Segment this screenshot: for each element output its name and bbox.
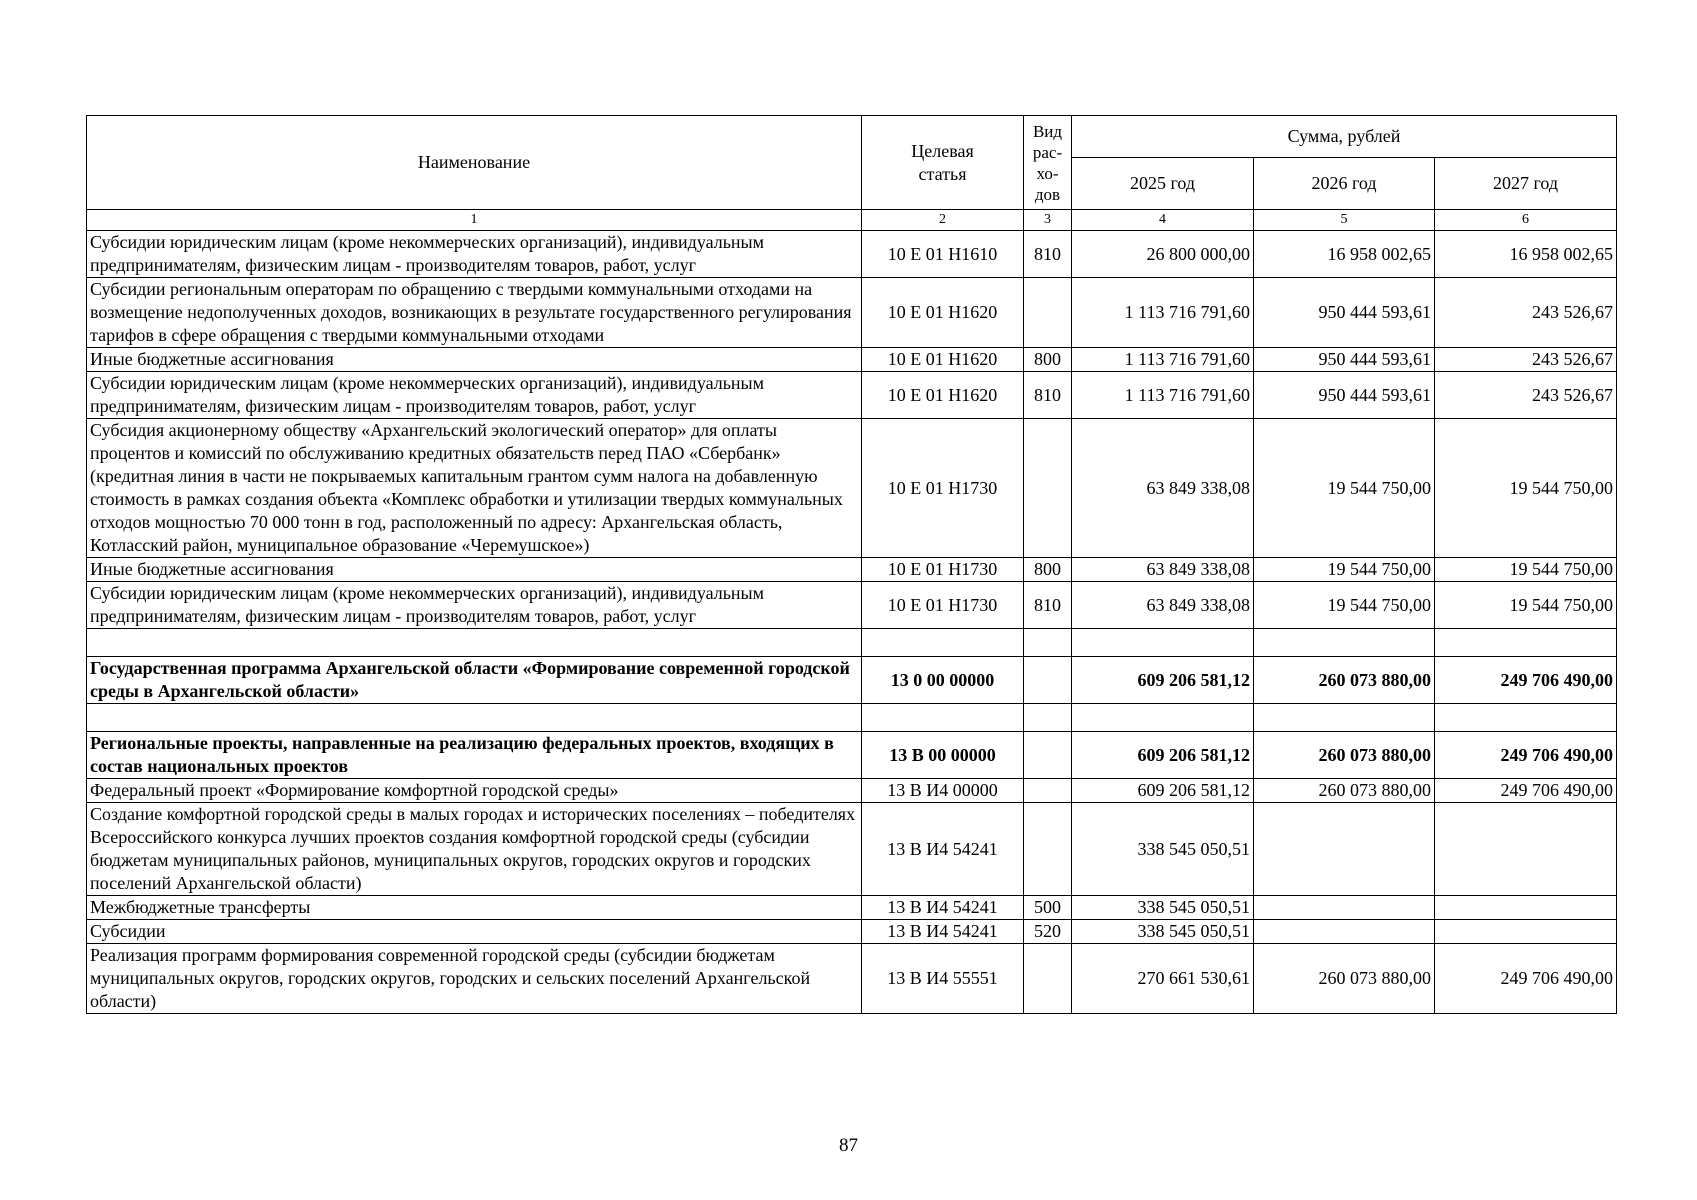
header-name: Наименование	[87, 116, 862, 210]
row-sum-2025: 1 113 716 791,60	[1072, 348, 1254, 372]
table-row	[87, 779, 1617, 803]
row-sum-2027: 249 706 490,00	[1435, 779, 1617, 803]
row-code: 13 В И4 54241	[862, 920, 1024, 944]
row-code: 10 Е 01 Н1730	[862, 419, 1024, 558]
table-row	[87, 372, 1617, 419]
row-code: 13 0 00 00000	[862, 657, 1024, 704]
table-row	[87, 278, 1617, 348]
column-index: 4	[1072, 210, 1254, 231]
row-name	[87, 629, 862, 657]
row-sum-2026	[1254, 704, 1435, 732]
row-vid: 810	[1024, 582, 1072, 629]
table-row	[87, 348, 1617, 372]
row-sum-2027: 19 544 750,00	[1435, 558, 1617, 582]
header-vid: Вид рас-хо-дов	[1024, 116, 1072, 210]
column-index: 2	[862, 210, 1024, 231]
table-row	[87, 582, 1617, 629]
row-sum-2026: 260 073 880,00	[1254, 779, 1435, 803]
row-sum-2027: 243 526,67	[1435, 372, 1617, 419]
row-sum-2027	[1435, 803, 1617, 896]
row-name: Субсидии юридическим лицам (кроме некоммерческих организаций), индивидуальным предпринимателям, физическим лицам - производителям товаров, работ, услуг	[87, 231, 862, 278]
row-code: 10 Е 01 Н1620	[862, 278, 1024, 348]
row-code: 10 Е 01 Н1730	[862, 582, 1024, 629]
row-sum-2027	[1435, 896, 1617, 920]
row-sum-2026: 950 444 593,61	[1254, 372, 1435, 419]
column-index-row	[87, 210, 1617, 231]
row-sum-2026: 260 073 880,00	[1254, 732, 1435, 779]
row-code: 13 В И4 54241	[862, 803, 1024, 896]
row-name: Реализация программ формирования современной городской среды (субсидии бюджетам муниципальных округов, городских округов, городских и сельских поселений Архангельской области)	[87, 944, 862, 1014]
column-index: 5	[1254, 210, 1435, 231]
column-index: 1	[87, 210, 862, 231]
table-row	[87, 944, 1617, 1014]
row-sum-2026: 950 444 593,61	[1254, 278, 1435, 348]
table-row	[87, 920, 1617, 944]
row-sum-2026: 950 444 593,61	[1254, 348, 1435, 372]
row-code: 13 В И4 54241	[862, 896, 1024, 920]
row-name: Субсидии региональным операторам по обращению с твердыми коммунальными отходами на возмещение недополученных доходов, возникающих в результате государственного регулирования тарифов в сфере обращения с твердыми коммунальными отходами	[87, 278, 862, 348]
header-code: Целевая статья	[862, 116, 1024, 210]
row-name: Иные бюджетные ассигнования	[87, 348, 862, 372]
row-vid	[1024, 732, 1072, 779]
row-sum-2025: 1 113 716 791,60	[1072, 372, 1254, 419]
row-code: 10 Е 01 Н1620	[862, 348, 1024, 372]
spacer-row	[87, 629, 1617, 657]
row-vid	[1024, 629, 1072, 657]
row-sum-2025: 26 800 000,00	[1072, 231, 1254, 278]
row-name: Субсидии юридическим лицам (кроме некоммерческих организаций), индивидуальным предпринимателям, физическим лицам - производителям товаров, работ, услуг	[87, 372, 862, 419]
row-sum-2027: 243 526,67	[1435, 278, 1617, 348]
table-row	[87, 803, 1617, 896]
row-vid	[1024, 278, 1072, 348]
row-vid	[1024, 657, 1072, 704]
table-body	[87, 231, 1617, 1014]
row-sum-2025: 609 206 581,12	[1072, 779, 1254, 803]
row-sum-2025: 338 545 050,51	[1072, 803, 1254, 896]
row-sum-2026: 260 073 880,00	[1254, 657, 1435, 704]
row-sum-2027	[1435, 629, 1617, 657]
row-sum-2027: 249 706 490,00	[1435, 657, 1617, 704]
row-vid: 800	[1024, 348, 1072, 372]
row-sum-2026: 19 544 750,00	[1254, 582, 1435, 629]
row-sum-2025: 1 113 716 791,60	[1072, 278, 1254, 348]
row-vid	[1024, 704, 1072, 732]
row-sum-2026: 16 958 002,65	[1254, 231, 1435, 278]
row-sum-2027	[1435, 920, 1617, 944]
row-sum-2026	[1254, 896, 1435, 920]
row-sum-2025	[1072, 629, 1254, 657]
row-vid	[1024, 944, 1072, 1014]
row-code: 13 В И4 55551	[862, 944, 1024, 1014]
row-name: Федеральный проект «Формирование комфортной городской среды»	[87, 779, 862, 803]
header-year-2027: 2027 год	[1435, 158, 1617, 210]
row-sum-2025: 338 545 050,51	[1072, 896, 1254, 920]
table-row	[87, 231, 1617, 278]
row-sum-2026: 260 073 880,00	[1254, 944, 1435, 1014]
row-code: 10 Е 01 Н1730	[862, 558, 1024, 582]
row-sum-2025: 609 206 581,12	[1072, 657, 1254, 704]
row-sum-2027	[1435, 704, 1617, 732]
spacer-row	[87, 704, 1617, 732]
row-name: Региональные проекты, направленные на реализацию федеральных проектов, входящих в состав национальных проектов	[87, 732, 862, 779]
row-sum-2025	[1072, 704, 1254, 732]
budget-table	[86, 115, 1617, 1014]
row-name: Государственная программа Архангельской области «Формирование современной городской среды в Архангельской области»	[87, 657, 862, 704]
row-sum-2025: 609 206 581,12	[1072, 732, 1254, 779]
header-year-2025: 2025 год	[1072, 158, 1254, 210]
table-row	[87, 419, 1617, 558]
row-sum-2026	[1254, 803, 1435, 896]
column-index: 6	[1435, 210, 1617, 231]
row-name: Субсидии юридическим лицам (кроме некоммерческих организаций), индивидуальным предпринимателям, физическим лицам - производителям товаров, работ, услуг	[87, 582, 862, 629]
row-code: 10 Е 01 Н1610	[862, 231, 1024, 278]
row-sum-2026	[1254, 629, 1435, 657]
row-vid: 800	[1024, 558, 1072, 582]
column-index: 3	[1024, 210, 1072, 231]
row-sum-2027: 19 544 750,00	[1435, 582, 1617, 629]
table-header	[87, 116, 1617, 231]
row-vid: 520	[1024, 920, 1072, 944]
table-row	[87, 657, 1617, 704]
row-name	[87, 704, 862, 732]
row-sum-2027: 16 958 002,65	[1435, 231, 1617, 278]
header-year-2026: 2026 год	[1254, 158, 1435, 210]
table-row	[87, 896, 1617, 920]
row-name: Создание комфортной городской среды в малых городах и исторических поселениях – победителях Всероссийского конкурса лучших проектов создания комфортной городской среды (субсидии бюджетам муниципальных районов, муниципальных округов, городских округов и городских поселений Архангельской области)	[87, 803, 862, 896]
row-vid	[1024, 803, 1072, 896]
row-name: Межбюджетные трансферты	[87, 896, 862, 920]
row-sum-2026	[1254, 920, 1435, 944]
row-sum-2026: 19 544 750,00	[1254, 419, 1435, 558]
row-sum-2025: 63 849 338,08	[1072, 558, 1254, 582]
row-vid	[1024, 419, 1072, 558]
row-code	[862, 704, 1024, 732]
row-code	[862, 629, 1024, 657]
row-sum-2025: 63 849 338,08	[1072, 419, 1254, 558]
table-row	[87, 558, 1617, 582]
row-name: Субсидии	[87, 920, 862, 944]
row-sum-2027: 19 544 750,00	[1435, 419, 1617, 558]
row-name: Иные бюджетные ассигнования	[87, 558, 862, 582]
row-sum-2027: 249 706 490,00	[1435, 944, 1617, 1014]
row-code: 13 В И4 00000	[862, 779, 1024, 803]
row-sum-2027: 243 526,67	[1435, 348, 1617, 372]
row-name: Субсидия акционерному обществу «Архангельский экологический оператор» для оплаты процентов и комиссий по обслуживанию кредитных обязательств перед ПАО «Сбербанк» (кредитная линия в части не покрываемых капитальным грантом сумм налога на добавленную стоимость в рамках создания объекта «Комплекс обработки и утилизации твердых коммунальных отходов мощностью 70 000 тонн в год, расположенный по адресу: Архангельская область, Котласский район, муниципальное образование «Черемушское»)	[87, 419, 862, 558]
row-vid: 500	[1024, 896, 1072, 920]
row-sum-2027: 249 706 490,00	[1435, 732, 1617, 779]
row-vid	[1024, 779, 1072, 803]
row-sum-2025: 63 849 338,08	[1072, 582, 1254, 629]
row-code: 10 Е 01 Н1620	[862, 372, 1024, 419]
row-sum-2025: 270 661 530,61	[1072, 944, 1254, 1014]
header-sum: Сумма, рублей	[1072, 116, 1617, 158]
row-code: 13 В 00 00000	[862, 732, 1024, 779]
table-row	[87, 732, 1617, 779]
row-vid: 810	[1024, 231, 1072, 278]
page-number: 87	[839, 1135, 858, 1156]
row-sum-2026: 19 544 750,00	[1254, 558, 1435, 582]
row-sum-2025: 338 545 050,51	[1072, 920, 1254, 944]
row-vid: 810	[1024, 372, 1072, 419]
